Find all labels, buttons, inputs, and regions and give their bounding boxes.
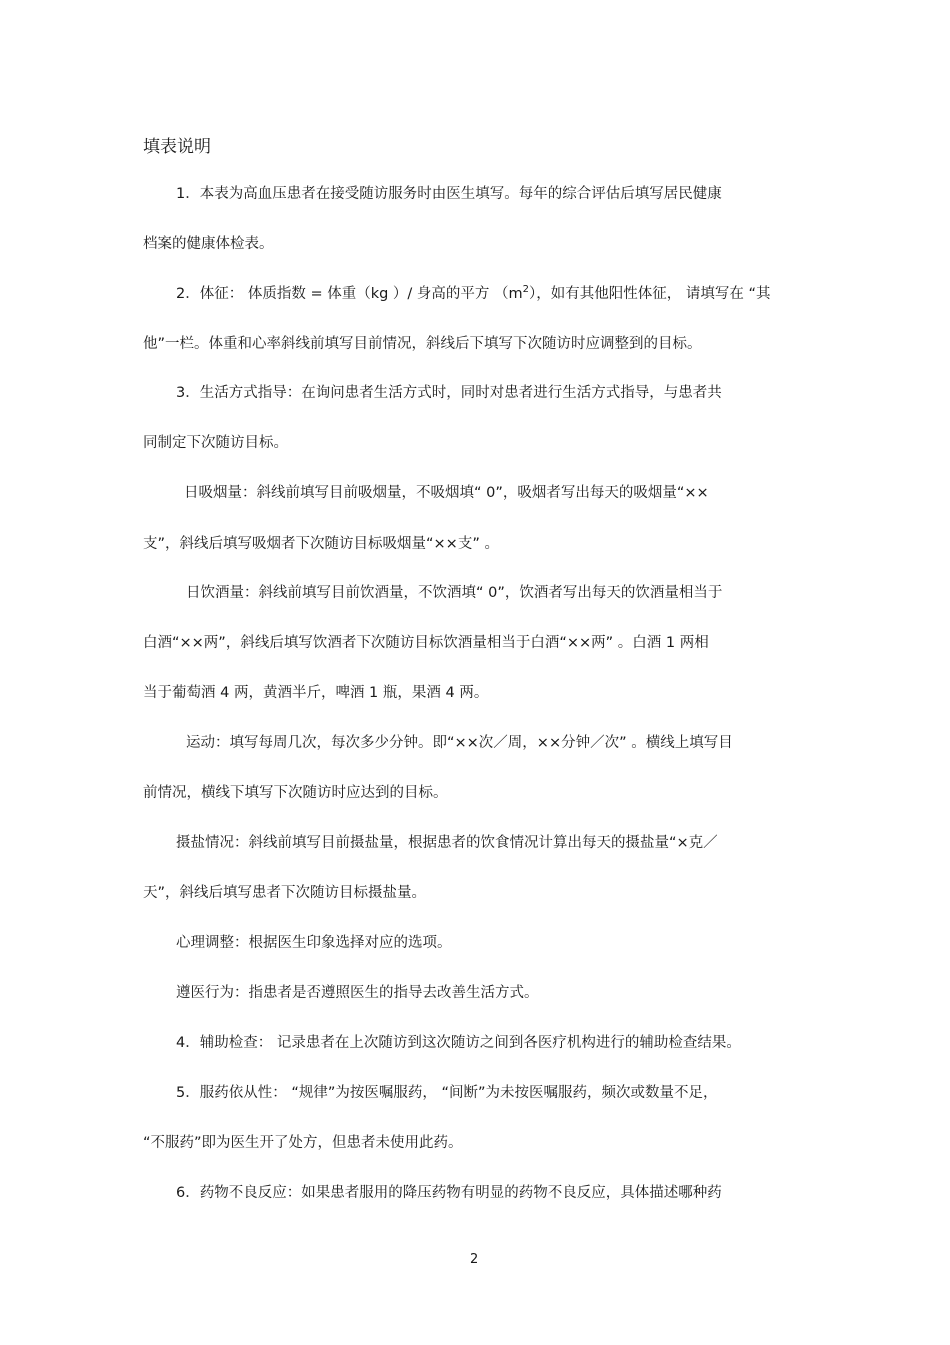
- paragraph-line: 白酒“××两”，斜线后填写饮酒者下次随访目标饮酒量相当于白酒“××两” 。白酒 1 两相: [143, 635, 709, 651]
- page-title: 填表说明: [143, 137, 211, 157]
- page-number: 2: [470, 1252, 479, 1267]
- paragraph-line: 天”，斜线后填写患者下次随访目标摄盐量。: [143, 885, 427, 901]
- superscript: 2: [522, 284, 530, 296]
- paragraph-line: 日饮酒量：斜线前填写目前饮酒量，不饮酒填“ 0”，饮酒者写出每天的饮酒量相当于: [186, 585, 723, 601]
- paragraph-line: 档案的健康体检表。: [143, 236, 274, 252]
- paragraph-line: 当于葡萄酒 4 两，黄酒半斤，啤酒 1 瓶，果酒 4 两。: [143, 685, 489, 701]
- paragraph-line: 3．生活方式指导：在询问患者生活方式时，同时对患者进行生活方式指导，与患者共: [176, 385, 722, 401]
- paragraph-line: 他”一栏。体重和心率斜线前填写目前情况，斜线后下填写下次随访时应调整到的目标。: [143, 336, 702, 352]
- paragraph-line: 6．药物不良反应：如果患者服用的降压药物有明显的药物不良反应，具体描述哪种药: [176, 1185, 722, 1201]
- paragraph-line: 5．服药依从性： “规律”为按医嘱服药， “间断”为未按医嘱服药，频次或数量不足，: [176, 1085, 718, 1101]
- paragraph-line: 前情况，横线下填写下次随访时应达到的目标。: [143, 785, 448, 801]
- paragraph-line: 4．辅助检查： 记录患者在上次随访到这次随访之间到各医疗机构进行的辅助检查结果。: [176, 1035, 741, 1051]
- paragraph-line: 心理调整：根据医生印象选择对应的选项。: [176, 935, 452, 951]
- paragraph-line: “不服药”即为医生开了处方，但患者未使用此药。: [143, 1135, 463, 1151]
- paragraph-line: 日吸烟量：斜线前填写目前吸烟量，不吸烟填“ 0”，吸烟者写出每天的吸烟量“××: [184, 485, 709, 501]
- paragraph-line: 摄盐情况：斜线前填写目前摄盐量，根据患者的饮食情况计算出每天的摄盐量“×克／: [176, 835, 718, 851]
- paragraph-line: 支”，斜线后填写吸烟者下次随访目标吸烟量“××支” 。: [143, 536, 499, 552]
- paragraph-line: 1．本表为高血压患者在接受随访服务时由医生填写。每年的综合评估后填写居民健康: [176, 186, 722, 202]
- paragraph-line: 2．体征： 体质指数 = 体重（kg ）/ 身高的平方 $(m^2)$，如有其他阳性体征， 请填写在 “其: [176, 284, 771, 302]
- paragraph-line: 同制定下次随访目标。: [143, 435, 288, 451]
- paragraph-line: 运动：填写每周几次，每次多少分钟。即“××次／周，××分钟／次” 。横线上填写目: [186, 735, 733, 751]
- paragraph-line: 遵医行为：指患者是否遵照医生的指导去改善生活方式。: [176, 985, 539, 1001]
